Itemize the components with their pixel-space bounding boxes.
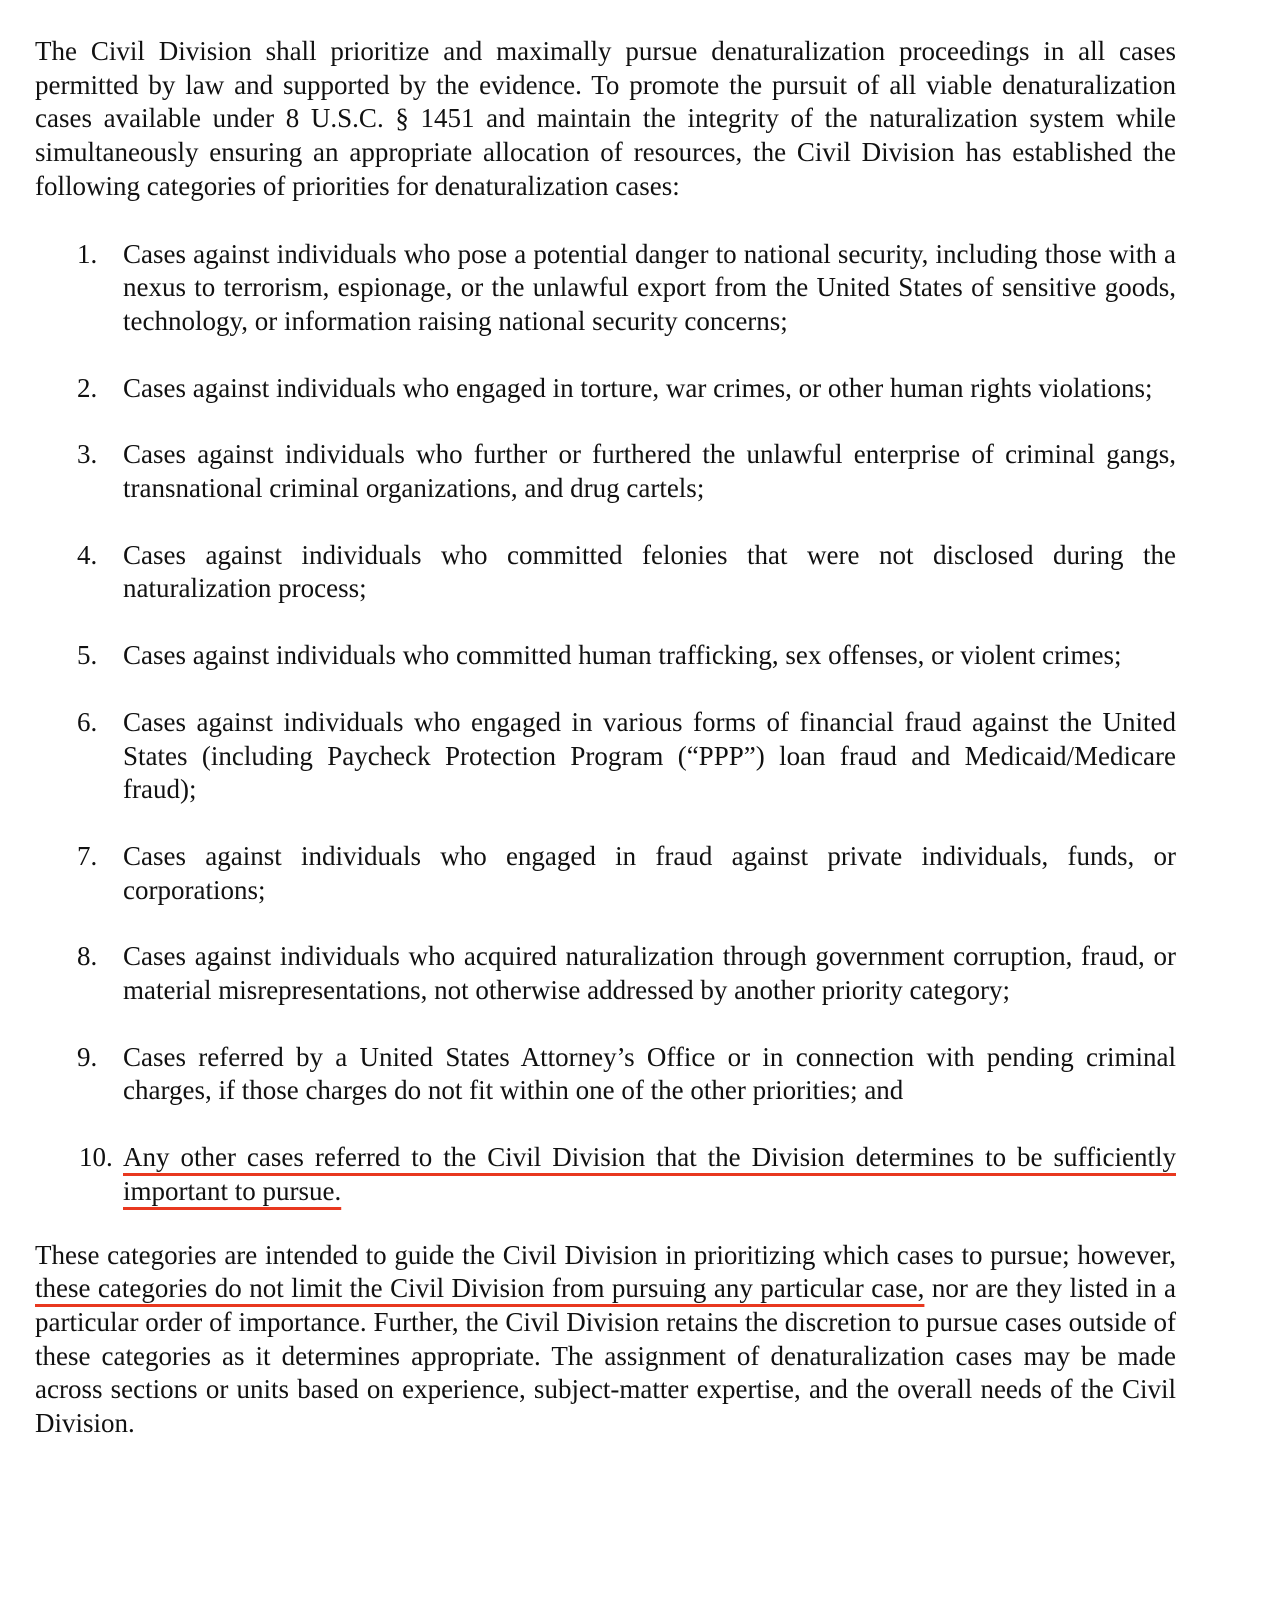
list-item [35, 639, 1176, 673]
list-item [35, 372, 1176, 406]
list-item [35, 940, 1176, 1007]
list-item-number: 1. [77, 238, 98, 269]
closing-paragraph [35, 1239, 1176, 1441]
list-item [35, 706, 1176, 807]
list-item [35, 1141, 1176, 1208]
closing-text-before: These categories are intended to guide the Civil Division in prioritizing which cases to pursue; however, [35, 1239, 1176, 1270]
list-item [35, 238, 1176, 339]
red-underline-annotation: Any other cases referred to the Civil Division that the Division determines to be sufficiently important to pursue. [123, 1142, 1176, 1206]
list-item-text: Cases referred by a United States Attorney’s Office or in connection with pending criminal charges, if those charges do not fit within one of the other priorities; and [123, 1041, 1176, 1106]
list-item-number: 8. [77, 941, 98, 972]
red-underline-annotation: these categories do not limit the Civil Division from pursuing any particular case, [35, 1273, 925, 1304]
list-item-number: 2. [77, 372, 98, 403]
list-item-text: Cases against individuals who engaged in fraud against private individuals, funds, or corporations; [123, 840, 1176, 905]
list-item-number: 4. [77, 539, 98, 570]
list-item [35, 1041, 1176, 1108]
list-item-text: Cases against individuals who committed human trafficking, sex offenses, or violent crimes; [123, 640, 1122, 671]
list-item [35, 539, 1176, 606]
closing-text-after: nor are they listed in a particular order of importance. Further, the Civil Division retains the discretion to pursue cases outside of these categories as it determines appropriate. The assignment of denaturalization cases may be made across sections or units based on experience, subject-matter expertise, and the overall needs of the Civil Division. [35, 1273, 1176, 1439]
document-page [35, 35, 1176, 1441]
list-item-text: Cases against individuals who acquired naturalization through government corruption, fraud, or material misrepresentations, not otherwise addressed by another priority category; [123, 941, 1176, 1006]
list-item-number: 6. [77, 706, 98, 737]
list-item-text: Cases against individuals who pose a potential danger to national security, including those with a nexus to terrorism, espionage, or the unlawful export from the United States of sensitive goods, technology, or information raising national security concerns; [123, 238, 1176, 336]
list-item-text: Cases against individuals who engaged in torture, war crimes, or other human rights violations; [123, 372, 1153, 403]
list-item-number: 3. [77, 439, 98, 470]
list-item-number: 5. [77, 640, 98, 671]
list-item-text: Cases against individuals who committed felonies that were not disclosed during the naturalization process; [123, 539, 1176, 604]
list-item-text: Cases against individuals who further or furthered the unlawful enterprise of criminal gangs, transnational criminal organizations, and drug cartels; [123, 439, 1176, 504]
list-item-number: 7. [77, 840, 98, 871]
list-item [35, 438, 1176, 505]
list-item-number: 9. [77, 1041, 98, 1072]
list-item-text: Cases against individuals who engaged in various forms of financial fraud against the United States (including Paycheck Protection Program (“PPP”) loan fraud and Medicaid/Medicare fraud); [123, 706, 1176, 805]
list-item [35, 840, 1176, 907]
priority-list [35, 238, 1176, 1209]
intro-paragraph: The Civil Division shall prioritize and maximally pursue denaturalization proceedings in all cases permitted by law and supported by the evidence. To promote the pursuit of all viable denaturalization cases available under 8 U.S.C. § 1451 and maintain the integrity of the naturalization system while simultaneously ensuring an appropriate allocation of resources, the Civil Division has established the following categories of priorities for denaturalization cases: [35, 36, 1176, 201]
list-item-number: 10. [79, 1142, 113, 1173]
